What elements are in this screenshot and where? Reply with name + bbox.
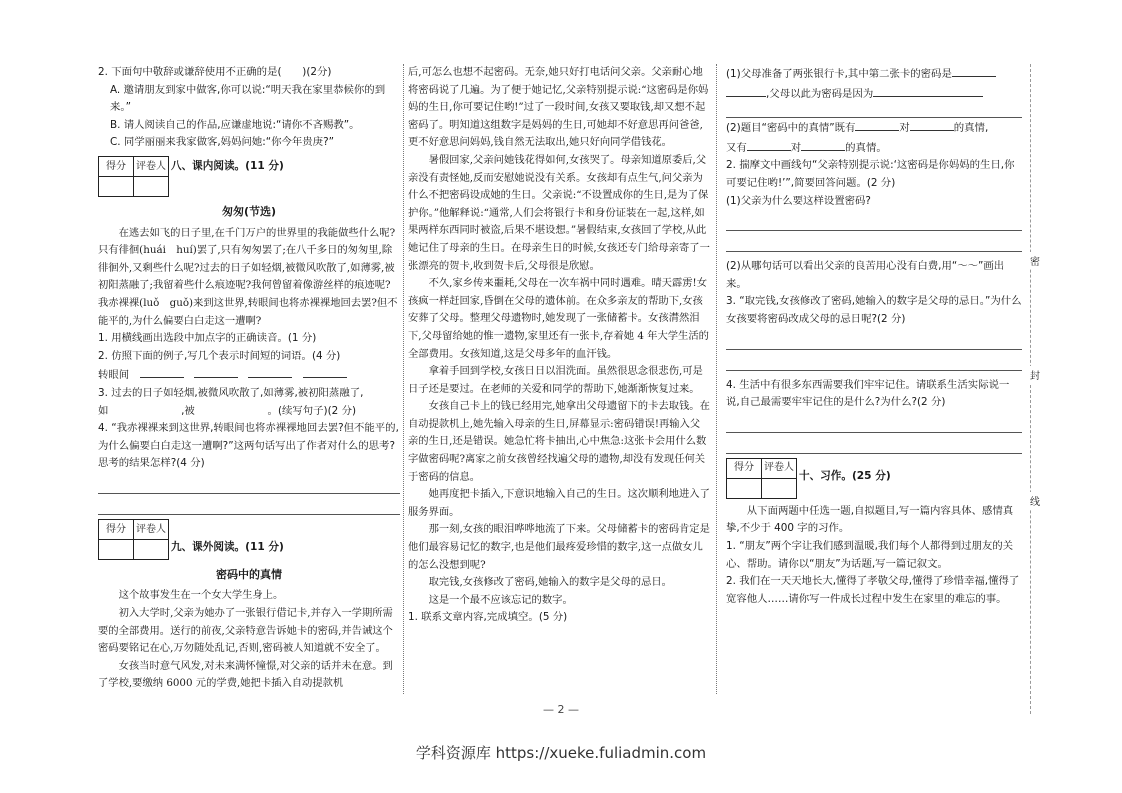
question-8-3-continue: 如 ,被 。(续写句子)(2 分) bbox=[98, 404, 357, 417]
fill-2-dui: 对 bbox=[899, 122, 910, 135]
question-9-3: 3. “取完钱,女孩修改了密码,她输入的数字是父母的忌日。”为什么女孩要将密码改成父母的忌日呢?(2 分) bbox=[726, 295, 1022, 325]
score-cell bbox=[727, 478, 762, 498]
fill-2-dui2: 对 bbox=[790, 141, 802, 154]
passage-9-paragraph: 后,可怎么也想不起密码。无奈,她只好打电话问父亲。父亲耐心地将密码说了几遍。为了便于她记忆,父亲特别提示说:“这密码是你妈妈的生日,你可要记住哟!”过了一段时间,女孩又要取钱,却又想不起密码了。明知道这组数字是妈妈的生日,可她却不好意思再问爸爸,更不好意思问妈妈,钱自然无法取出,她只好向同学借钱花。 bbox=[408, 66, 709, 149]
passage-8-title: 匆匆(节选) bbox=[221, 204, 277, 218]
grader-label: 评卷人 bbox=[134, 519, 169, 539]
answer-line bbox=[726, 412, 1022, 433]
passage-9-paragraph: 她再度把卡插入,下意识地输入自己的生日。这次顺利地进入了服务界面。 bbox=[408, 488, 710, 518]
passage-9-paragraph: 初入大学时,父亲为她办了一张银行借记卡,并存入一学期所需要的全部费用。送行的前夜,父亲特意告诉她卡的密码,并告诫这个密码要铭记在心,万勿随处乱记,否则,密码被人知道就不安全了。 bbox=[98, 607, 393, 655]
passage-9-paragraph: 拿着手回到学校,女孩日日以泪洗面。虽然很思念很悲伤,可是日子还是要过。在老师的关爱和同学的帮助下,她渐渐恢复过来。 bbox=[408, 365, 703, 395]
answer-line bbox=[726, 329, 1022, 350]
answer-line bbox=[98, 473, 400, 494]
question-8-2: 2. 仿照下面的例子,写几个表示时间短的词语。(4 分) bbox=[98, 349, 341, 362]
binding-line bbox=[1030, 64, 1031, 714]
passage-9-title: 密码中的真情 bbox=[216, 567, 282, 581]
fill-1 bbox=[726, 64, 1022, 84]
grader-label: 评卷人 bbox=[134, 156, 169, 176]
section-10-heading: 十、习作。(25 分) bbox=[799, 469, 891, 482]
question-9-4: 4. 生活中有很多东西需要我们牢牢记住。请联系生活实际说一说,自己最需要牢牢记住的是什么?为什么?(2 分) bbox=[726, 378, 1010, 409]
composition-topic-1: 1. “朋友”两个字让我们感到温暖,我们每个人都得到过朋友的关心、帮助。请你以“朋友”为话题,写一篇记叙文。 bbox=[726, 539, 1014, 570]
score-label: 得分 bbox=[99, 156, 134, 176]
passage-9-paragraph: 不久,家乡传来噩耗,父母在一次车祸中同时遇难。晴天霹雳!女孩疯一样赶回家,昏倒在父母的遗体前。在众多亲友的帮助下,女孩安葬了父母。整理父母遗物时,她发现了一张储蓄卡。女孩潸然泪下,父母留给她的惟一遗物,家里还有一张卡,存着她 4 年大学生活的全部费用。女孩知道,这是父母多年的血汗钱。 bbox=[408, 277, 709, 360]
question-9-2-1: (1)父亲为什么要这样设置密码? bbox=[726, 194, 871, 207]
fill-2-youyou: 又有 bbox=[726, 141, 747, 154]
column-divider bbox=[403, 64, 404, 694]
column-left bbox=[98, 64, 400, 693]
passage-9-paragraph: 女孩当时意气风发,对未来满怀憧憬,对父亲的话并未在意。到了学校,要缴纳 6000 元的学费,她把卡插入自动提款机 bbox=[98, 659, 393, 690]
grader-cell bbox=[762, 478, 797, 498]
column-middle bbox=[408, 64, 710, 627]
score-table bbox=[98, 156, 169, 197]
fill-1-text-b: ,父母以此为密码是因为 bbox=[766, 87, 874, 100]
question-9-2: 2. 揣摩文中画线句“父亲特别提示说:‘这密码是你妈妈的生日,你可要记住哟!’”,简要回答问题。(2 分) bbox=[726, 159, 1015, 189]
score-table bbox=[98, 519, 169, 560]
score-box-8 bbox=[98, 156, 400, 197]
question-8-3: 3. 过去的日子如轻烟,被微风吹散了,如薄雾,被初阳蒸融了, bbox=[98, 386, 364, 399]
fill-2-cont bbox=[726, 138, 1022, 158]
question-8-4: 4. “我赤裸裸来到这世界,转眼间也将赤裸裸地回去罢?但不能平的,为什么偏要白白走这一遭啊?”这两句话写出了作者对什么的思考?思考的结果怎样?(4 分) bbox=[98, 422, 399, 470]
option-c: C. 同学丽丽来我家做客,妈妈问她:“你今年贵庚?” bbox=[110, 136, 334, 149]
fill-2-text: (2)题目“密码中的真情”既有 bbox=[726, 122, 856, 135]
fill-1-cont bbox=[726, 84, 1022, 104]
answer-line bbox=[98, 494, 400, 515]
passage-9-paragraph: 这个故事发生在一个女大学生身上。 bbox=[118, 589, 284, 602]
column-right bbox=[726, 64, 1022, 608]
score-box-9 bbox=[98, 519, 400, 560]
passage-8-text: 在逃去如飞的日子里,在千门万户的世界里的我能做些什么呢?只有徘徊(huái huí)罢了,只有匆匆罢了;在八千多日的匆匆里,除徘徊外,又剩些什么呢?过去的日子如轻烟,被微风吹散了,如薄雾,被初阳蒸融了;我留着些什么痕迹呢?我何曾留着像游丝样的痕迹呢?我赤裸裸(luǒ guǒ)来到这世界,转眼间也将赤裸裸地回去罢?但不能平的,为什么偏要白白走这一遭啊? bbox=[98, 226, 398, 327]
answer-line bbox=[726, 210, 1022, 231]
question-2-stem: 2. 下面句中敬辞或谦辞使用不正确的是( )(2分) bbox=[98, 66, 332, 78]
composition-topic-2: 2. 我们在一天天地长大,懂得了孝敬父母,懂得了珍惜幸福,懂得了宽容他人……请你写一件成长过程中发生在家里的难忘的事。 bbox=[726, 575, 1020, 605]
section-8-heading: 八、课内阅读。(11 分) bbox=[171, 159, 284, 172]
page-number: — 2 — bbox=[543, 703, 579, 716]
score-label: 得分 bbox=[99, 519, 134, 539]
option-a: A. 邀请朋友到家中做客,你可以说:“明天我在家里恭候你的到来。” bbox=[110, 83, 386, 114]
option-b: B. 请人阅读自己的作品,应谦虚地说:“请你不吝赐教”。 bbox=[110, 118, 360, 131]
seal-mark-mi: 密 bbox=[1030, 252, 1040, 269]
section-9-heading: 九、课外阅读。(11 分) bbox=[171, 540, 284, 553]
score-box-10 bbox=[726, 458, 1022, 499]
question-9-1: 1. 联系文章内容,完成填空。(5 分) bbox=[408, 611, 568, 624]
answer-line bbox=[726, 103, 1022, 118]
question-8-1: 1. 用横线画出选段中加点字的正确读音。(1 分) bbox=[98, 332, 317, 345]
answer-line bbox=[726, 350, 1022, 371]
grader-cell bbox=[134, 176, 169, 196]
answer-line bbox=[726, 433, 1022, 454]
passage-9-paragraph: 那一刻,女孩的眼泪哗哗地流了下来。父母储蓄卡的密码肯定是他们最容易记忆的数字,也是他们最疼爱珍惜的数字,这一点做女儿的怎么没想到呢? bbox=[408, 523, 710, 571]
score-cell bbox=[99, 176, 134, 196]
example-word: 转眼间 bbox=[98, 369, 130, 382]
grader-label: 评卷人 bbox=[762, 458, 797, 478]
composition-intro: 从下面两题中任选一题,自拟题目,写一篇内容具体、感情真挚,不少于 400 字的习作。 bbox=[726, 504, 1014, 535]
seal-mark-feng: 封 bbox=[1030, 366, 1040, 383]
fill-2-end2: 的真情。 bbox=[845, 141, 887, 154]
fill-2 bbox=[726, 118, 1022, 138]
fill-2-end: 的真情, bbox=[953, 122, 989, 135]
passage-9-paragraph: 这是一个最不应该忘记的数字。 bbox=[428, 593, 573, 606]
passage-9-paragraph: 暑假回家,父亲问她钱花得如何,女孩哭了。母亲知道原委后,父亲没有责怪她,反而安慰她说没有关系。女孩却有点生气,问父亲为什么不把密码设成她的生日。父亲说:“不设置成你的生日,是为了保护你。”他解释说:“通常,人们会将银行卡和身份证装在一起,这样,如果两样东西同时被盗,后果不堪设想。”暑假结束,女孩回了学校,从此她记住了母亲的生日。在母亲生日的时候,女孩还专门给母亲寄了一张漂亮的贺卡,收到贺卡后,父母很是欣慰。 bbox=[408, 153, 710, 272]
passage-9-paragraph: 取完钱,女孩修改了密码,她输入的数字是父母的忌日。 bbox=[428, 576, 672, 589]
score-table bbox=[726, 458, 797, 499]
score-cell bbox=[99, 539, 134, 559]
example-line bbox=[98, 365, 400, 385]
grader-cell bbox=[134, 539, 169, 559]
score-label: 得分 bbox=[727, 458, 762, 478]
seal-mark-xian: 线 bbox=[1030, 492, 1040, 509]
fill-1-text: (1)父母准备了两张银行卡,其中第二张卡的密码是 bbox=[726, 68, 952, 80]
question-9-2-2: (2)从哪句话可以看出父亲的良苦用心没有白费,用“～～”画出来。 bbox=[726, 260, 1005, 290]
passage-9-paragraph: 女孩自己卡上的钱已经用完,她拿出父母遗留下的卡去取钱。在自动提款机上,她先输入母亲的生日,屏幕显示:密码错误!再输入父亲的生日,还是错误。她急忙将卡抽出,心中焦急:这张卡会用什么数字做密码呢?离家之前女孩曾经找遍父母的遗物,却没有发现任何关于密码的信息。 bbox=[408, 400, 710, 483]
answer-line bbox=[726, 231, 1022, 252]
footer-watermark: 学科资源库 https://xueke.fuliadmin.com bbox=[415, 744, 707, 762]
column-divider bbox=[716, 64, 717, 694]
